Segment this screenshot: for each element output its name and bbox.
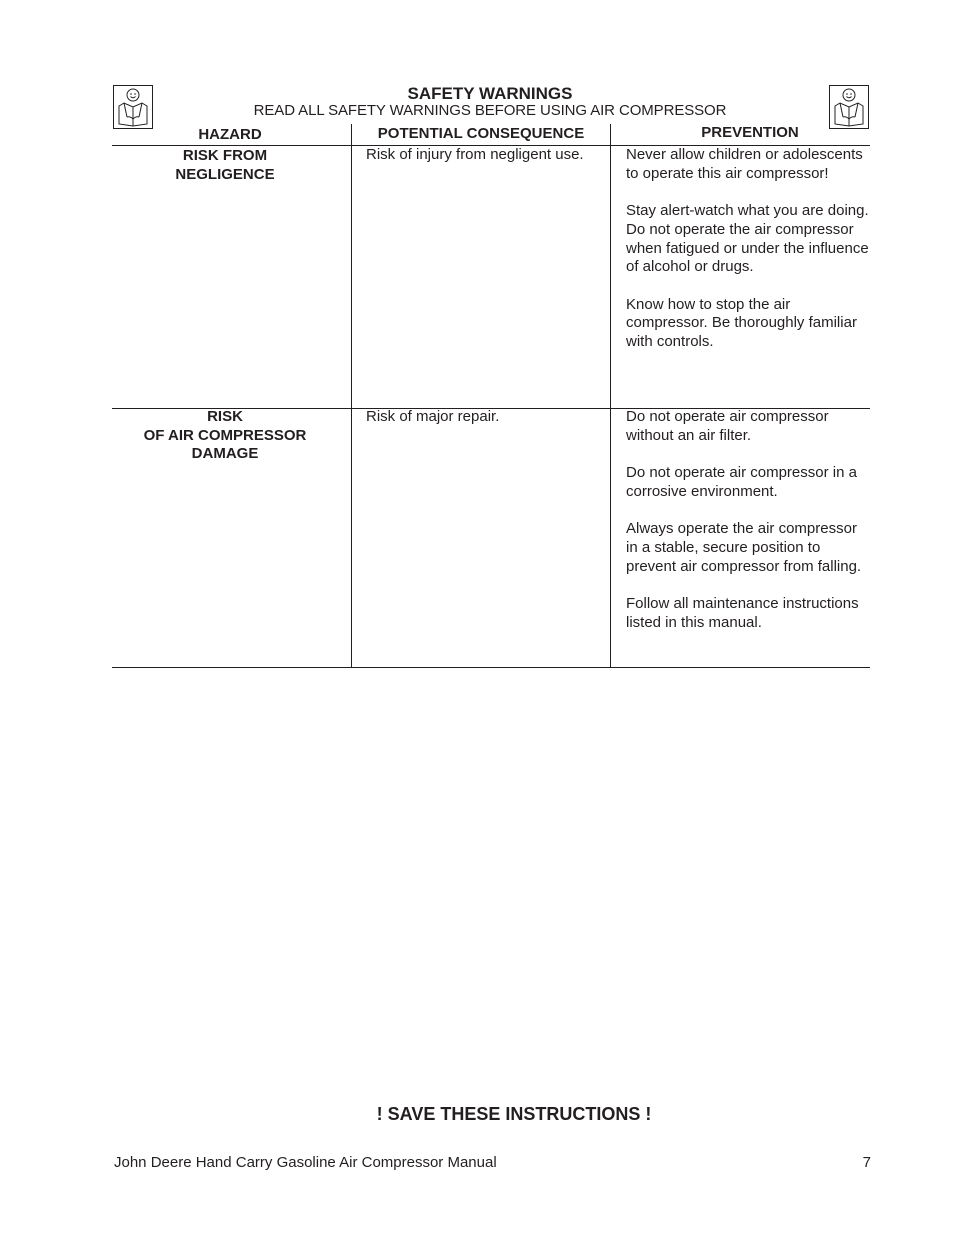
table-column-divider (610, 124, 611, 668)
prevention-item: Do not operate air compressor in a corrosive environment. (626, 464, 857, 500)
page-subtitle: READ ALL SAFETY WARNINGS BEFORE USING AIR COMPRESSOR (253, 102, 727, 119)
prevention-cell (626, 408, 872, 632)
hazard-line: RISK (207, 408, 243, 425)
hazard-line: DAMAGE (191, 445, 259, 463)
prevention-item: Always operate the air compressor in a stable, secure position to prevent air compressor from falling. (626, 520, 862, 575)
hazard-cell (112, 408, 338, 464)
prevention-item: Stay alert-watch what you are doing. Do not operate the air compressor when fatigued or under the influence of alcohol or drugs. (626, 202, 869, 276)
hazard-cell (112, 147, 338, 184)
table-column-divider (351, 124, 352, 668)
save-instructions-notice: ! SAVE THESE INSTRUCTIONS ! (376, 1104, 652, 1124)
hazard-line: OF AIR COMPRESSOR (143, 426, 307, 444)
prevention-cell (626, 146, 872, 352)
table-bottom-border (112, 667, 870, 668)
consequence-cell: Risk of major repair. (366, 408, 500, 425)
page-title: SAFETY WARNINGS (407, 84, 573, 103)
column-header-hazard: HAZARD (198, 126, 262, 143)
page-number: 7 (862, 1154, 871, 1171)
prevention-item: Do not operate air compressor without an air filter. (626, 408, 829, 444)
hazard-line: NEGLIGENCE (175, 165, 275, 183)
manual-title: John Deere Hand Carry Gasoline Air Compressor Manual (114, 1154, 497, 1171)
consequence-cell: Risk of injury from negligent use. (366, 146, 584, 163)
prevention-item: Follow all maintenance instructions listed in this manual. (626, 594, 859, 631)
column-header-consequence: POTENTIAL CONSEQUENCE (377, 125, 585, 142)
hazard-line: RISK FROM (182, 147, 268, 164)
prevention-item: Never allow children or adolescents to operate this air compressor! (626, 146, 863, 182)
column-header-prevention: PREVENTION (701, 124, 799, 141)
prevention-item: Know how to stop the air compressor. Be thoroughly familiar with controls. (626, 295, 857, 350)
